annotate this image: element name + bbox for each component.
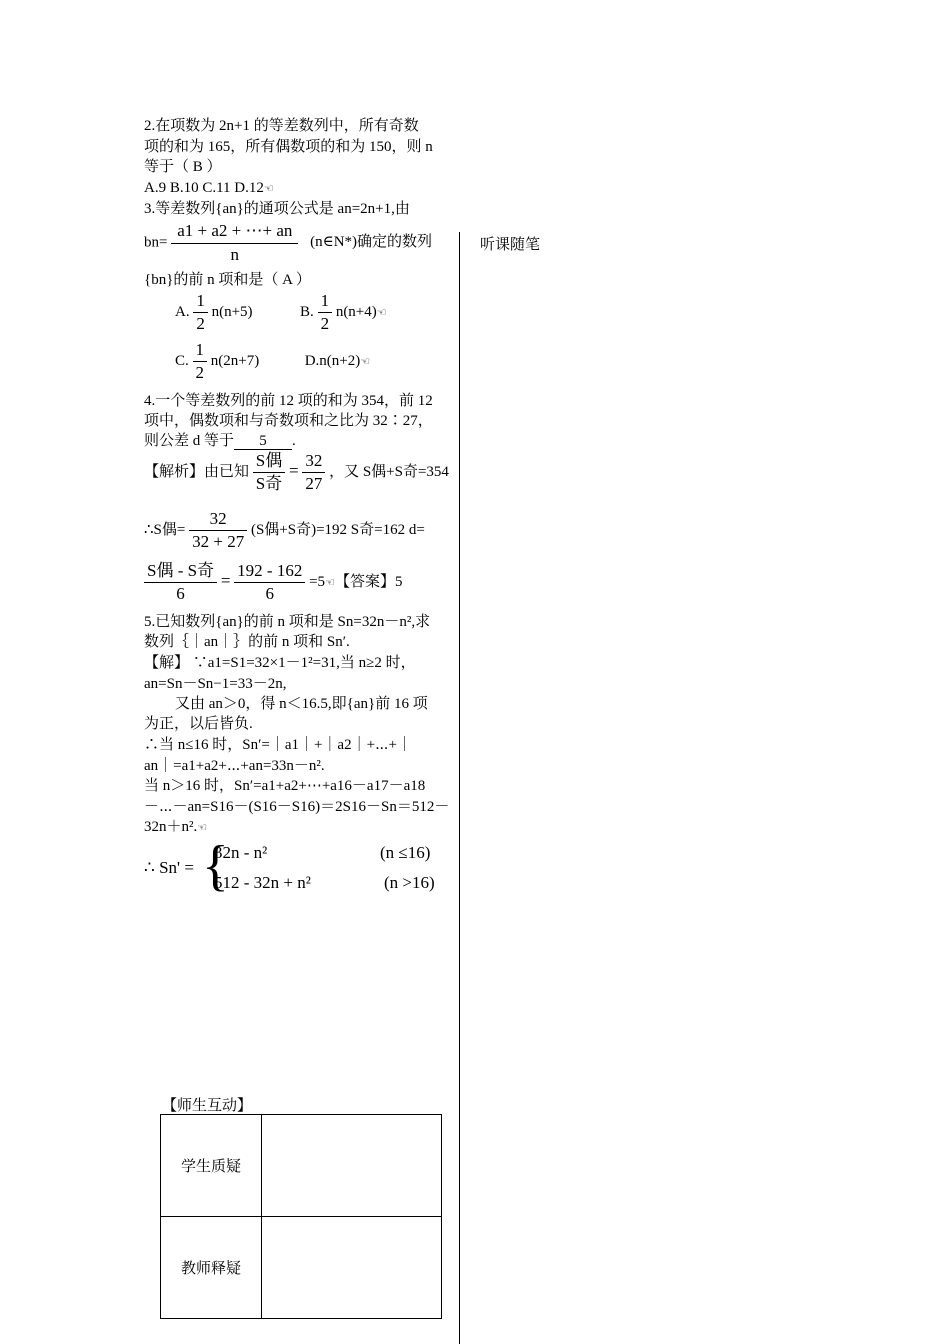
half-den: 2 xyxy=(195,362,205,382)
q4-l6-tail: =5 xyxy=(309,573,326,590)
q5-line4: an=Sn－Sn−1=33－2n, xyxy=(144,676,287,692)
table-row xyxy=(161,1115,442,1217)
q4-f3-den: 6 xyxy=(176,583,185,603)
q4-f4-den: 6 xyxy=(265,583,274,603)
q4-jiexi-tail: ，又 S偶+S奇=354 xyxy=(329,463,449,480)
q4-f3 xyxy=(144,562,217,603)
q4-f4 xyxy=(234,562,305,603)
q3-tail: (n∈N*)确定的数列 xyxy=(310,234,433,251)
q3-opt-b-half xyxy=(318,292,333,333)
q3-opt-b-label: B. xyxy=(300,303,314,320)
q3-line2 xyxy=(144,222,432,264)
hand-mark-icon: ☜ xyxy=(325,576,335,589)
interaction-table xyxy=(160,1114,442,1319)
q2-options xyxy=(144,178,274,199)
half-num: 1 xyxy=(193,292,208,313)
q2-line1: 2.在项数为 2n+1 的等差数列中，所有奇数 xyxy=(144,118,419,134)
q4-ratio: $\frac{32}{27}$ xyxy=(302,452,325,493)
column-divider xyxy=(459,232,460,1344)
hand-mark-icon: ☜ xyxy=(197,822,208,834)
q4-answer-blank: 5 xyxy=(234,433,292,450)
q4-f2-den: 32 + 27 xyxy=(192,531,245,551)
q5-case1: 32n - n² xyxy=(214,843,268,862)
half-den: 2 xyxy=(196,313,205,333)
q3-opt-c-label: C. xyxy=(175,352,189,369)
q5-line2: 数列｛｜an｜｝的前 n 项和 Sn′. xyxy=(144,634,350,650)
q4-f2 xyxy=(189,510,247,551)
q5-line6: 为正，以后皆负. xyxy=(144,716,253,732)
q5-result-lhs: ∴ Sn' = xyxy=(144,858,194,877)
teacher-answer-label: 教师释疑 xyxy=(161,1217,262,1319)
q4-f4-num: 192 - 162 xyxy=(234,562,305,583)
q4-f2-num: 32 xyxy=(189,510,247,531)
q5-line10: －⋯－an=S16－(S16－S16)＝2S16－Sn＝512－ xyxy=(144,799,450,815)
q5-cond2: (n >16) xyxy=(384,873,435,892)
q5-line3: 【解】 ∵a1=S1=32×1－1²=31,当 n≥2 时， xyxy=(144,655,416,671)
q3-bn: bn= xyxy=(144,234,168,251)
q5-cond1: (n ≤16) xyxy=(380,843,431,862)
half-num: 1 xyxy=(193,341,208,362)
q4-answer-label: 【答案】5 xyxy=(334,573,403,590)
hand-mark-icon: ☜ xyxy=(360,355,371,368)
q4-l5-tail: (S偶+S奇)=192 S奇=162 d= xyxy=(250,521,425,538)
q3-opt-a-half xyxy=(193,292,208,333)
q3-opt-c-half xyxy=(193,341,208,382)
q3-opt-d: D.n(n+2) xyxy=(304,352,361,369)
q4-line3-text: 则公差 d 等于 xyxy=(144,433,235,449)
q4-jiexi-pre: 【解析】由已知 xyxy=(144,463,250,480)
q4-line5 xyxy=(144,510,425,551)
q4-s-fraction xyxy=(253,452,285,493)
q5-brace: { xyxy=(202,835,229,897)
q4-l5-pre: ∴S偶= xyxy=(144,521,186,538)
q4-line3: 则公差 d 等于 5 . xyxy=(144,433,296,449)
q2-options-text: A.9 B.10 C.11 D.12 xyxy=(144,180,264,196)
q2-line2: 项的和为 165，所有偶数项的和为 150，则 n xyxy=(144,139,433,155)
q3-line1: 3.等差数列{an}的通项公式是 an=2n+1,由 xyxy=(144,201,410,217)
q4-s-even: S偶 xyxy=(253,452,285,473)
q5-line11 xyxy=(144,817,207,838)
teacher-answer-cell[interactable] xyxy=(262,1217,442,1319)
q3-opt-a-label: A. xyxy=(175,303,190,320)
student-question-label: 学生质疑 xyxy=(161,1115,262,1217)
q3-fraction-den: n xyxy=(230,244,240,264)
q3-option-row2 xyxy=(175,341,370,382)
q5-case2: 512 - 32n + n² xyxy=(214,873,311,892)
side-note: 听课随笔 xyxy=(480,237,541,253)
half-den: 2 xyxy=(320,313,330,333)
q4-line2: 项中，偶数项和与奇数项和之比为 32∶27， xyxy=(144,413,433,429)
q3-fraction xyxy=(171,222,298,264)
half-num: 1 xyxy=(318,292,333,313)
q3-opt-b-tail: n(n+4) xyxy=(335,303,377,320)
interaction-title: 【师生互动】 xyxy=(162,1098,253,1114)
table-row xyxy=(161,1217,442,1319)
q3-opt-a-tail: n(n+5) xyxy=(211,303,253,320)
hand-mark-icon: ☜ xyxy=(263,183,274,195)
q5-line11-text: 32n＋n². xyxy=(144,819,198,835)
q5-line1: 5.已知数列{an}的前 n 项和是 Sn=32n－n²,求 xyxy=(144,614,431,630)
q5-line5: 又由 an＞0，得 n＜16.5,即{an}前 16 项 xyxy=(175,696,428,712)
q4-s-odd: S奇 xyxy=(255,473,283,493)
q3-fraction-num: a1 + a2 + ⋯+ an xyxy=(171,222,298,244)
q4-f3-num: S偶 - S奇 xyxy=(144,562,217,583)
q3-option-row1 xyxy=(175,292,387,333)
hand-mark-icon: ☜ xyxy=(376,306,387,319)
q5-line7: ∴当 n≤16 时，Sn′=｜a1｜+｜a2｜+⋯+｜ xyxy=(144,737,413,753)
q4-jiexi: 【解析】由已知 $\frac{\text{S偶}}{\text{S奇}}$ = $\frac{32}{27}$ ，又 S偶+S奇=354 xyxy=(144,451,449,493)
q2-line3: 等于（ B ） xyxy=(144,159,222,175)
q3-line3: {bn}的前 n 项和是（ A ） xyxy=(144,272,311,288)
student-question-cell[interactable] xyxy=(262,1115,442,1217)
q5-line9: 当 n＞16 时，Sn′=a1+a2+⋯+a16－a17－a18 xyxy=(144,778,426,794)
q3-opt-c-tail: n(2n+7) xyxy=(210,352,260,369)
q5-line8: an｜=a1+a2+⋯+an=33n－n². xyxy=(144,758,325,774)
q4-line1: 4.一个等差数列的前 12 项的和为 354，前 12 xyxy=(144,393,433,409)
q4-line6: $\frac{\text{S偶 - S奇}}{6}$ = $\frac{192 - 162}{6}$ =5☜【答案】5 xyxy=(144,562,402,603)
